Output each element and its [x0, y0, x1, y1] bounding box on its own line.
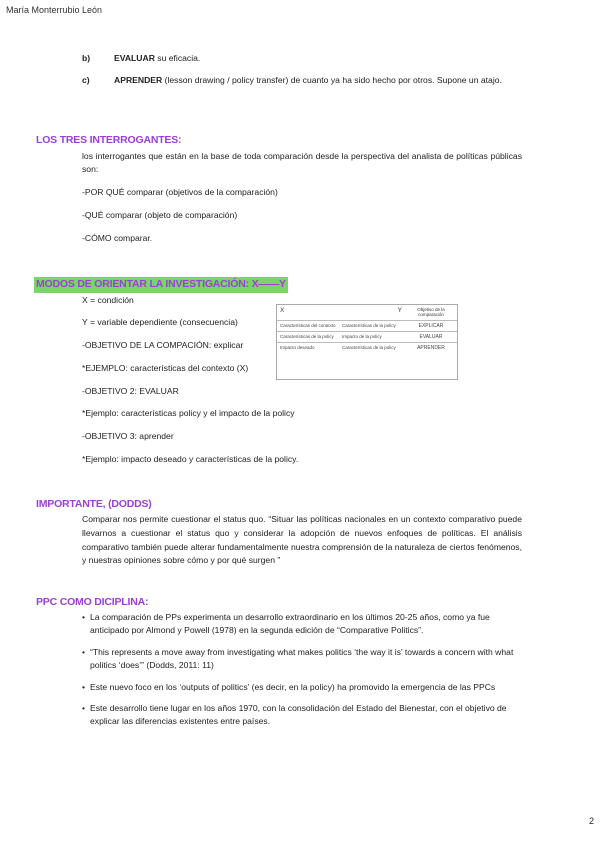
section1-item-como: -CÓMO comparar.	[82, 233, 153, 243]
table-cell-x: Impacto deseado	[277, 342, 339, 353]
heading-importante-dodds: IMPORTANTE, (DODDS)	[36, 498, 152, 510]
section1-item-porque: -POR QUÉ comparar (objetivos de la comparación)	[82, 187, 278, 197]
table-row	[277, 342, 457, 353]
heading-modos-orientar: MODOS DE ORIENTAR LA INVESTIGACIÓN: X——Y	[34, 277, 288, 293]
table-row	[277, 320, 457, 331]
table-header-y: Y	[397, 307, 402, 314]
table-cell-objective: APRENDER	[405, 342, 457, 353]
table-cell-y: Impacto de la policy	[339, 331, 405, 342]
table-cell-objective: EXPLICAR	[405, 320, 457, 331]
table-cell-x: Características del contexto	[277, 320, 339, 331]
list-item: • Este desarrollo tiene lugar en los años 1970, con la consolidación del Estado del Bienestar, con el objetivo de explicar las diferencias existentes entre países.	[82, 703, 507, 727]
section1-text: los interrogantes que están en la base de toda comparación desde la perspectiva del analista de políticas públicas son:	[82, 151, 522, 174]
table-row	[277, 331, 457, 342]
intro-item-b: b) EVALUAR su eficacia.	[82, 53, 201, 63]
table-cell-y: Características de la policy	[339, 320, 405, 331]
comparison-objectives-table	[276, 304, 458, 380]
modos-line-x: X = condición	[82, 295, 134, 305]
modos-line-y: Y = variable dependiente (consecuencia)	[82, 317, 238, 327]
list-item: • Este nuevo foco en los ‘outputs of politics’ (es decir, en la policy) ha promovido la emergencia de las PPCs	[82, 681, 496, 692]
modos-line-ej1: *EJEMPLO: características del contexto (X)	[82, 363, 249, 373]
header-author: María Monterrubio León	[6, 5, 103, 15]
heading-ppc-disciplina: PPC COMO DICIPLINA:	[36, 596, 149, 608]
modos-line-obj2: -OBJETIVO 2: EVALUAR	[82, 386, 179, 396]
modos-line-ej2: *Ejemplo: características policy y el impacto de la policy	[82, 408, 295, 418]
section1-item-que: -QUÉ comparar (objeto de comparación)	[82, 210, 238, 220]
modos-line-ej3: *Ejemplo: impacto deseado y características de la policy.	[82, 454, 299, 464]
table-cell-y: Características de la policy	[339, 342, 405, 353]
ppc-bullet-list	[82, 611, 527, 737]
list-item: • “This represents a move away from investigating what makes politics ‘the way it is’ towards a concern with what politics ‘does’” (Dodds, 2011: 11)	[82, 646, 514, 670]
list-item: • La comparación de PPs experimenta un desarrollo extraordinario en los últimos 20-25 años, como ya fue anticipado por Almond y Powell (1978) en la segunda edición de “Comparative Politics”.	[82, 612, 490, 635]
heading-tres-interrogantes: LOS TRES INTERROGANTES:	[36, 134, 182, 146]
modos-line-obj1: -OBJETIVO DE LA COMPACIÓN: explicar	[82, 340, 244, 350]
modos-line-obj3: -OBJETIVO 3: aprender	[82, 431, 174, 441]
intro-item-c: c) APRENDER (lesson drawing / policy transfer) de cuanto ya ha sido hecho por otros. Supone un atajo.	[82, 75, 502, 85]
table-header-x: X	[280, 307, 285, 314]
table-cell-x: Características de la policy	[277, 331, 339, 342]
section3-text: Comparar nos permite cuestionar el status quo. “Situar las políticas nacionales en un contexto comparativo puede llevarnos a cuestionar el status quo y considerar la adopción de nuevos enfoques de políticas. El análisis comparativo también puede alterar fundamentalmente nuestra comprensión de la naturaleza de ciertos fenómenos, y nuestras opiniones sobre cómo y por qué surgen ”	[82, 514, 522, 566]
table-cell-objective: EVALUAR	[405, 331, 457, 342]
page-number: 2	[588, 815, 594, 826]
table-header-objective: Objetivo de la comparación	[417, 307, 445, 318]
